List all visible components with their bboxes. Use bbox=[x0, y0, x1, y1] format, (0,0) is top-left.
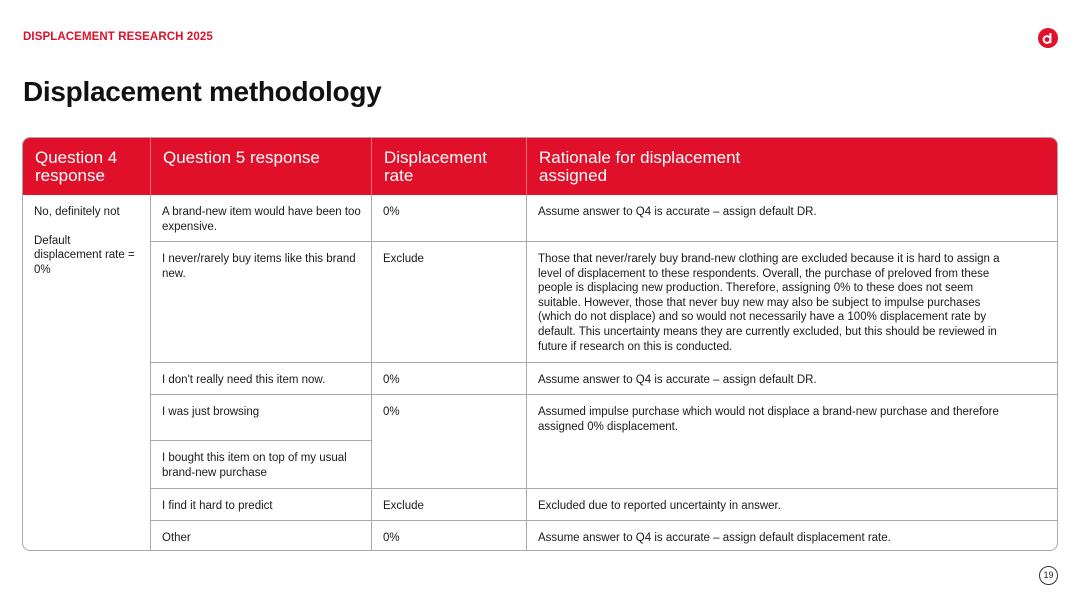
table-row-q5: I bought this item on top of my usual brand-new purchase bbox=[151, 440, 372, 488]
q4-default-rate: Default displacement rate = 0% bbox=[34, 234, 135, 276]
page-title: Displacement methodology bbox=[23, 76, 382, 107]
table-row-q5: Other bbox=[151, 520, 372, 550]
q4-response-cell bbox=[23, 195, 151, 550]
column-header-q4: Question 4 response bbox=[23, 138, 151, 195]
column-header-q5: Question 5 response bbox=[151, 138, 372, 195]
table-row-rate: Exclude bbox=[372, 488, 527, 520]
table-row-rate: 0% bbox=[372, 520, 527, 550]
table-row-rate: 0% bbox=[372, 394, 527, 488]
table-row-q5: I never/rarely buy items like this brand new. bbox=[151, 241, 372, 362]
methodology-table bbox=[22, 137, 1058, 551]
page-number: 19 bbox=[1039, 566, 1058, 585]
table-row-rationale: Those that never/rarely buy brand-new clothing are excluded because it is hard to assign a level of displacement to these respondents. Overall, the purchase of preloved from these people is displacing new production. Therefore, assigning 0% to these does not seem suitable. However, those that never buy new may also be subject to impulse purchases (which do not displace) and so would not necessarily have a 100% displacement rate by default. This uncertainty means they are currently excluded, but this should be reviewed in future if research on this is conducted. bbox=[527, 241, 1057, 362]
table-row-rationale: Assume answer to Q4 is accurate – assign default DR. bbox=[527, 362, 1057, 394]
q4-response-text: No, definitely not bbox=[34, 206, 120, 218]
table-row-rationale: Excluded due to reported uncertainty in answer. bbox=[527, 488, 1057, 520]
table-row-rationale: Assumed impulse purchase which would not displace a brand-new purchase and therefore assigned 0% displacement. bbox=[527, 394, 1057, 488]
table-row-q5: I find it hard to predict bbox=[151, 488, 372, 520]
table-row-rate: Exclude bbox=[372, 241, 527, 362]
d-logo-icon bbox=[1038, 28, 1058, 48]
table-row-q5: I was just browsing bbox=[151, 394, 372, 440]
table-row-rate: 0% bbox=[372, 195, 527, 241]
table-row-q5: I don't really need this item now. bbox=[151, 362, 372, 394]
table-row-q5: A brand-new item would have been too expensive. bbox=[151, 195, 372, 241]
header-tag: DISPLACEMENT RESEARCH 2025 bbox=[23, 31, 213, 43]
column-header-rationale: Rationale for displacement assigned bbox=[527, 138, 1057, 195]
table-row-rationale: Assume answer to Q4 is accurate – assign default displacement rate. bbox=[527, 520, 1057, 550]
table-row-rationale: Assume answer to Q4 is accurate – assign default DR. bbox=[538, 206, 817, 218]
table-row-rate: 0% bbox=[372, 362, 527, 394]
column-header-rate: Displacement rate bbox=[372, 138, 527, 195]
